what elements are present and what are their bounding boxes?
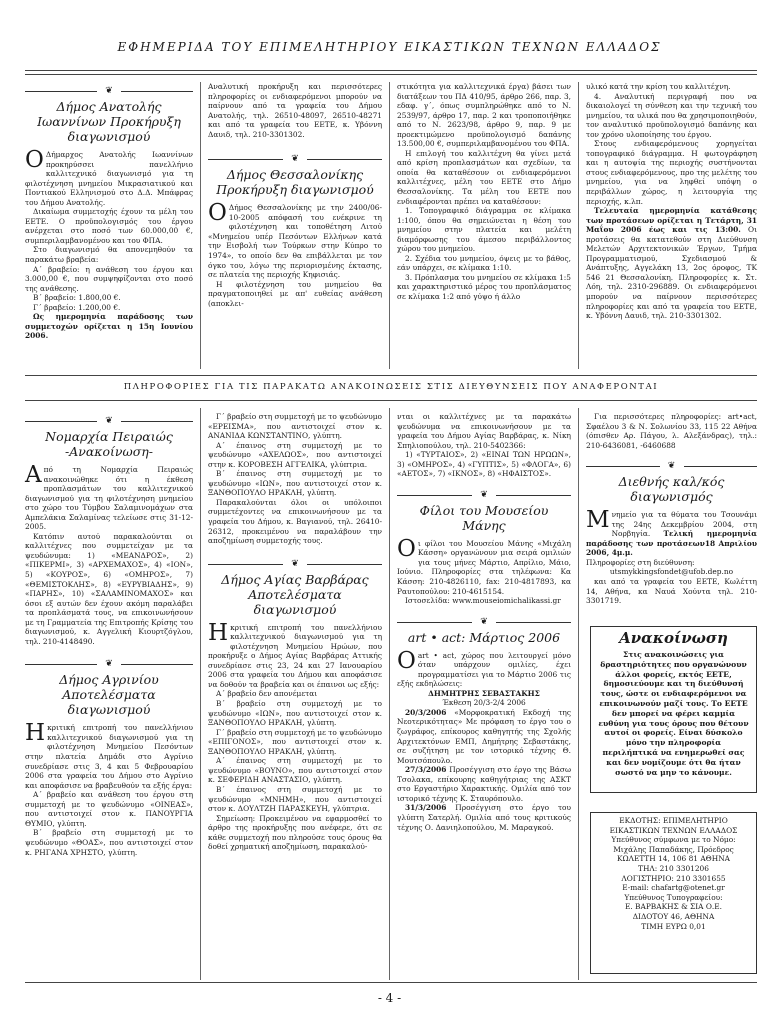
- article-paragraph: Στους ενδιαφερόμενους χορηγείται τοπογραφικό διάγραμμα. Η φωτογράφηση και η αυτοψία της περιοχής συστήνονται στους ενδιαφερόμενους, προ της μελέτης του μνημείου, για να ληφθεί υπόψη ο περιβάλλων χώρος, η λειτουργία της περιοχής, κ.λπ.: [586, 139, 757, 206]
- ornament: [208, 558, 382, 570]
- deadline-text: Τελική ημερομηνία παράδοσης των προτάσεων18 Απριλίου 2006, 4μ.μ.: [586, 529, 757, 558]
- ornament: [586, 460, 757, 472]
- imprint-printer-label: Υπεύθυνος Τυπογραφείου:: [624, 892, 723, 902]
- article-paragraph: Παρακαλούνται όλοι οι υπόλοιποι συμμετέχοντες να επικοινωνήσουν με τα γραφεία του Δήμου, κ. Βαγιανού, τηλ. 26410-26312, προκειμένου να παραλάβουν την αποζημίωση συμμετοχής τους.: [208, 497, 382, 546]
- article-paragraph: και από τα γραφεία του ΕΕΤΕ, Κωλέττη 14, Αθήνα, κα Ναυά Χούντα τηλ. 210-3301719.: [586, 577, 757, 606]
- article-paragraph: Α΄ έπαινος στη συμμετοχή με το ψευδώνυμο «ΑΧΕΛΩΟΣ», που αντιστοιχεί στην κ. ΚΟΡΟΒΕΣΗ ΑΓΓΕΛΙΚΑ, γλύπτρια.: [208, 440, 382, 469]
- article-paragraph: Οι φίλοι του Μουσείου Μάνης «Μιχάλη Κάσση» οργανώνουν μια σειρά ομιλιών για τους μήνες Μάρτιο, Απρίλιο, Μάιο, Ιούνιο. Πληροφορίες στα τηλέφωνα: Κα Κάσση: 210-4826110, fax: 210-4817893, κα Ραυτοπούλου: 210-4615154.: [397, 535, 571, 596]
- top-column-2: [208, 82, 382, 308]
- article-paragraph: 4. Αναλυτική περιγραφή που να δικαιολογεί τη σύνθεση και την τεχνική του μνημείου, τα υλικά που θα χρησιμοποιηθούν, τον αναλυτικό προϋπολογισμό δαπάνης και τον χρόνο υλοποίησης του έργου.: [586, 91, 757, 139]
- article-paragraph: νται οι καλλιτέχνες με τα παρακάτω ψευδώνυμα να επικοινωνήσουν με τα γραφεία του Δήμου Αγίας Βαρβάρας, κ. Νίκη Σπηλιοπούλου, τηλ. 210-5402366:: [397, 412, 571, 450]
- article-title-mani-museum: Φίλοι του Μουσείου Μάνης: [419, 502, 549, 533]
- top-column-1: [25, 82, 193, 341]
- article-paragraph: Ηκριτική επιτροπή του πανελλήνιου καλλιτεχνικού διαγωνισμού για τη φιλοτέχνηση Μνημείου Πεσόντων στην πλατεία Δημάδι στο Αγρίνιο συνεδρίασε στις 3, 4 και 5 Φεβρουαρίου 2006 στα γραφεία του Δήμου στο Αγρίνιο και αποφάσισε να βραβευθούν τα εξής έργα:: [25, 720, 193, 790]
- announcement-box: [590, 626, 757, 793]
- article-paragraph: Α΄ έπαινος στη συμμετοχή με το ψευδώνυμο «ΒΟΥΝΟ», που αντιστοιχεί στον κ. ΣΕΦΕΡΙΔΗ ΑΝΑΣΤΑΣΙΟ, γλύπτη.: [208, 756, 382, 785]
- article-paragraph: Β΄ έπαινος στη συμμετοχή με το ψευδώνυμο «ΙΩΝ», που αντιστοιχεί στον κ. ΞΑΝΘΟΠΟΥΛΟ ΗΡΑΚΛΗ, γλύπτη.: [208, 469, 382, 498]
- event-item: 27/3/2006 Προσέγγιση στο έργο της Βάσω Τσολακα, επίκουρης καθηγήτριας της ΑΣΚΤ στο Εργαστήριο Χαρακτικής. Ομιλία από τον ιστορικό τέχνης Κ. Σταυρόπουλο.: [397, 765, 571, 803]
- article-paragraph: Τελευταία ημερομηνία κατάθεσης των προτάσεων ορίζεται η Τετάρτη, 31 Μαΐου 2006 έως και τις 13:00. Οι προτάσεις θα κατατεθούν στη Διεύθυνση Μελετών Αρχιτεκτονικών Έργων, Τμήμα Προγραμματισμού, Σχεδιασμού & Ανάπτυξης, Αγγελάκη 13, 2ος όροφος, ΤΚ 546 21 Θεσσαλονίκη. Πληροφορίες κ. Στ. Λόη, τηλ. 2310-296889. Οι ενδιαφερόμενοι μπορούν να παίρνουν περισσότερες πληροφορίες και από τα γραφεία του ΕΕΤΕ, κ. Υβόννη Δαυιδ, τηλ. 210-3301302.: [586, 206, 757, 321]
- bottom-column-2: [208, 412, 382, 852]
- column-divider: [578, 408, 579, 980]
- section-banner: ΠΛΗΡΟΦΟΡΙΕΣ ΓΙΑ ΤΙΣ ΠΑΡΑΚΑΤΩ ΑΝΑΚΟΙΝΩΣΕΙΣ ΣΤΙΣ ΔΙΕΥΘΥΝΣΕΙΣ ΠΟΥ ΑΝΑΦΕΡΟΝΤΑΙ: [123, 382, 659, 392]
- bottom-column-1: [25, 412, 193, 857]
- article-paragraph: Γ΄ βραβείο στη συμμετοχή με το ψευδώνυμο «ΕΡΕΙΣΜΑ», που αντιστοιχεί στον κ. ΑΝΑΝΙΔΑ ΚΩΝΣΤΑΝΤΙΝΟ, γλύπτη.: [208, 412, 382, 441]
- banner-rule-bottom: [25, 400, 757, 401]
- imprint-president: Μιχάλης Παπαδάκης, Πρόεδρος: [613, 844, 734, 854]
- artist-name: ΔΗΜΗΤΡΗΣ ΣΕΒΑΣΤΑΚΗΣ: [428, 688, 540, 698]
- article-paragraph: Κατόπιν αυτού παρακαλούνται οι καλλιτέχνες που συμμετείχαν με τα ψευδώνυμα: 1) «ΜΕΑΝΔΡΟΣ», 2) «ΠΙΚΕΡΜΙ», 3) «ΑΡΧΕΜΑΧΟΣ», 4) «ΙΟΝ», 5) «ΚΟΥΡΟΣ», 6) «ΟΜΗΡΟΣ», 7) «ΘΕΜΙΣΤΟΚΛΗΣ», 8) «ΕΥΡΥΒΙΑΔΗΣ», 9) «ΠΑΡΗΣ», 10) «ΣΑΛΑΜΙΝΟΜΑΧΟΣ» και όσοι εξ αυτών δεν έχουν ακόμη παραλάβει τα προπλάσματά τους, να επικοινωνήσουν με τη Γραμματεία της Επιτροπής Κρίσης του διαγωνισμού, κ. Αγγελική Κιουρτζόγλου, τηλ. 210-4148490.: [25, 531, 193, 646]
- column-divider: [389, 408, 390, 980]
- article-paragraph: Α΄ βραβείο δεν απονέμεται: [216, 689, 318, 699]
- top-column-4: [586, 82, 757, 321]
- announcement-title: Ανακοίνωση: [619, 629, 728, 647]
- imprint-price: ΤΙΜΗ ΕΥΡΩ 0,01: [641, 921, 706, 931]
- imprint-address: ΚΩΛΕΤΤΗ 14, 106 81 ΑΘΗΝΑ: [617, 854, 730, 864]
- article-paragraph: 2. Σχέδια του μνημείου, όψεις με το βάθος, εάν υπάρχει, σε κλίμακα 1:10.: [397, 253, 571, 273]
- imprint-responsible-label: Υπεύθυνος σύμφωνα με το Νόμο:: [611, 835, 736, 845]
- column-divider: [578, 82, 579, 369]
- article-paragraph: Α΄ βραβείο και ανάθεση του έργου στη συμμετοχή με το ψευδώνυμο «ΟΙΝΕΑΣ», που αντιστοιχεί στον κ. ΠΑΝΟΥΡΓΙΑ ΘΥΜΙΟ, γλύπτη.: [25, 790, 193, 828]
- article-paragraph: Oart • act, χώρος που λειτουργεί μόνο όταν υπάρχουν ομιλίες, έχει προγραμματίσει για το Μάρτιο 2006 τις εξής εκδηλώσεις:: [397, 647, 571, 689]
- article-title-peiraias: Νομαρχία Πειραιώς -Ανακοίνωση-: [45, 429, 173, 459]
- article-paragraph: 1) «ΤΥΡΤΑΙΟΣ», 2) «ΕΙΝΑΙ ΤΩΝ ΗΡΩΩΝ», 3) «ΟΜΗΡΟΣ», 4) «ΓΥΠΤΙΣ», 5) «ΦΛΟΓΑ», 6) «ΑΕΤΟΣ», 7) «ΙΚΝΟΣ», 8) «ΗΦΑΙΣΤΟΣ».: [397, 450, 571, 479]
- article-paragraph: Γ΄ βραβείο: 1.200,00 €.: [33, 302, 121, 312]
- article-paragraph: Ο Δήμος Θεσσαλονίκης με την 2400/06-10-2005 απόφασή του ενέκρινε τη φιλοτέχνηση και τοποθέτηση Λιτού «Μνημείου υπέρ Πεσόντων Ελλήνων κατά την Εισβολή των Τούρκων στην Κύπρο το 1974», το οποίο δεν θα επιβάλλεται με τον όγκο του, λόγω της περιορισμένης έκτασης, σε πλατεία της περιοχής Κηφισιάς.: [208, 200, 382, 280]
- imprint-printer-address: ΔΙΔΟΤΟΥ 46, ΑΘΗΝΑ: [632, 911, 715, 921]
- footer-rule: [25, 982, 757, 983]
- article-paragraph: Πληροφορίες στη διεύθυνση:: [586, 557, 695, 567]
- article-paragraph: υλικό κατά την κρίση του καλλιτέχνη.: [586, 82, 731, 91]
- article-title-thessaloniki: Δήμος Θεσσαλονίκης Προκήρυξη διαγωνισμού: [216, 167, 374, 198]
- column-divider: [200, 408, 201, 980]
- article-paragraph: Η φιλοτέχνηση του μνημείου θα πραγματοποιηθεί με απ' ευθείας ανάθεση (αποκλει-: [208, 279, 382, 308]
- article-paragraph: Από τη Νομαρχία Πειραιώς ανακοινώθηκε ότι η έκθεση προπλασμάτων του καλλιτεχνικού διαγωνισμού για τη φιλοτέχνηση μνημείου στο χώρο του Τύμβου Σαλαμινομάχων στα Αμπελάκια Σαλαμίνας τελείωσε στις 31-12-2005.: [25, 462, 193, 532]
- ornament: [397, 616, 571, 628]
- article-paragraph: Γ΄ βραβείο στη συμμετοχή με το ψευδώνυμο «ΕΠΙΓΟΝΟΣ», που αντιστοιχεί στον κ. ΞΑΝΘΟΠΟΥΛΟ ΗΡΑΚΛΗ, γλύπτη.: [208, 727, 382, 756]
- article-paragraph: Αναλυτική προκήρυξη και περισσότερες πληροφορίες οι ενδιαφερόμενοι μπορούν να παίρνουν από τα γραφεία του Δήμου Ανατολής, τηλ. 26510-48097, 26510-48271 και από τα γραφεία του ΕΕΤΕ, κ. Υβόννη Δαυιδ, τηλ. 210-3301302.: [208, 82, 382, 139]
- leaf-ornament-icon: ❦: [291, 154, 299, 165]
- ornament: [397, 489, 571, 501]
- leaf-ornament-icon: ❦: [480, 489, 488, 500]
- article-paragraph: στικότητα για καλλιτεχνικά έργα) βάσει των διατάξεων του ΠΔ 410/95, άρθρο 266, παρ. 3, εδαφ. γ΄, όπως συμπληρώθηκε από το Ν. 2539/97, άρθρο 17, παρ. 2 και τροποποιήθηκε από το Ν. 2623/98, άρθρο 9, παρ. 9 με προεκτιμώμενο προϋπολογισμό δαπάνης 13.500,00 €, συμπεριλαμβανομένου του ΦΠΑ.: [397, 82, 571, 149]
- article-paragraph: Για περισσότερες πληροφορίες: art•act, Σφαέλου 3 & Ν. Σολωνίου 33, 115 22 Αθήνα (όπισθεν Αρ. Πάγου, λ. Αλεξάνδρας), τηλ.: 210-6436081, -6460688: [586, 412, 757, 450]
- imprint-accounting: ΛΟΓΙΣΤΗΡΙΟ: 210 3301655: [621, 873, 726, 883]
- deadline-text: Τελευταία ημερομηνία κατάθεσης των προτάσεων ορίζεται η Τετάρτη, 31 Μαΐου 2006 έως και τις 13:00.: [586, 206, 757, 235]
- bottom-column-4: [586, 412, 757, 606]
- column-divider: [200, 82, 201, 369]
- bottom-column-3: [397, 412, 571, 832]
- article-paragraph: Β΄ έπαινος στη συμμετοχή με το ψευδώνυμο «ΜΝΗΜΗ», που αντιστοιχεί στον κ. ΔΟΥΛΤΖΗ ΠΑΡΑΣΚΕΥΗ, γλύπτρια.: [208, 784, 382, 814]
- leaf-ornament-icon: ❦: [667, 461, 676, 472]
- article-title-art-act: art • act: Μάρτιος 2006: [407, 629, 561, 645]
- banner-rule-top: [25, 375, 757, 376]
- imprint-phone: ΤΗΛ: 210 3301206: [638, 863, 709, 873]
- article-paragraph: Σημείωση: Προκειμένου να εφαρμοσθεί το άρθρο της προκήρυξης που ανέφερε, ότι σε κάθε συμμετοχή που πληρούσε τους όρους θα δοθεί χρηματική αποζημίωση, παρακαλού-: [208, 813, 382, 852]
- imprint-email[interactable]: E-mail: chafartg@otenet.gr: [622, 883, 725, 893]
- article-paragraph: Η επιλογή του καλλιτέχνη θα γίνει μετά από κρίση προπλασμάτων και σχεδίων, τα οποία θα καταθέσουν οι ενδιαφερόμενοι καλλιτέχνες, μέλη του ΕΕΤΕ στο Δήμο Θεσσαλονίκης. Τα μέλη του ΕΕΤΕ που ενδιαφέρονται πρέπει να καταθέσουν:: [397, 148, 571, 206]
- article-paragraph: Ηκριτική επιτροπή του πανελλήνιου καλλιτεχνικού διαγωνισμού για τη φιλοτέχνηση Μνημείου Ηρώων, που προκήρυξε ο Δήμος Αγίας Βαρβάρας Αττικής συνεδρίασε στις 23, 24 και 27 Ιανουαρίου 2006 στα γραφεία του Δήμου και αποφάσισε να δοθούν τα βραβεία και οι έπαινοι ως εξής:: [208, 619, 382, 689]
- imprint-publisher: ΕΚΔΟΤΗΣ: ΕΠΙΜΕΛΗΤΗΡΙΟ: [619, 816, 728, 825]
- exhibition-dates: Έκθεση 20/3-2/4 2006: [442, 698, 526, 708]
- article-paragraph: Στο διαγωνισμό θα απονεμηθούν τα παρακάτω βραβεία:: [25, 245, 193, 265]
- leaf-ornament-icon: ❦: [291, 558, 299, 569]
- article-paragraph: 1. Τοπογραφικό διάγραμμα σε κλίμακα 1:100, όπου θα σημειώνεται η θέση του μνημείου στην πλατεία και μελέτη διαμόρφωσης του άμεσου περιβάλλοντος χώρου του μνημείου.: [397, 206, 571, 254]
- masthead-rule: [25, 70, 757, 75]
- ornament: [208, 153, 382, 165]
- article-title-agrinio: Δήμος Αγρινίου Αποτελέσματα διαγωνισμού: [59, 672, 159, 718]
- event-item: 31/3/2006 Προσέγγιση στο έργο του γλύπτη Σατερλή. Ομιλία από τους κριτικούς τέχνης Ο. Δανιηλοπούλου, Μ. Μαραγκού.: [397, 803, 571, 832]
- leaf-ornament-icon: ❦: [105, 86, 113, 96]
- article-paragraph: 3. Πρόπλασμα του μνημείου σε κλίμακα 1:5 και χαρακτηριστικό μέρος του προπλάσματος σε κλίμακα 1:2 από γύψο ή άλλο: [397, 272, 571, 302]
- leaf-ornament-icon: ❦: [480, 616, 488, 627]
- email-link[interactable]: utsmykkingsfondet@ufob.dep.no: [609, 567, 734, 577]
- imprint-box: [590, 812, 757, 974]
- event-item: 20/3/2006 «Μορφοκρατική Εκδοχή της Νεοτερικότητας» Με πρόφαση το έργο του ο ζωγράφος, επίκουρος καθηγητής της Σχολής Αρχιτεκτόνων ΕΜΠ, Δημήτρης Σεβαστάκης, σε συζήτηση με τον ιστορικό τέχνης Θ. Μουτσόπουλο.: [397, 707, 571, 765]
- article-title-agia-varvara: Δήμος Αγίας Βαρβάρας Αποτελέσματα διαγωνισμού: [221, 571, 369, 617]
- article-title-international: Διεθνής καλ/κός διαγωνισμός: [618, 474, 725, 505]
- imprint-publisher-2: ΕΙΚΑΣΤΙΚΩΝ ΤΕΧΝΩΝ ΕΛΛΑΔΟΣ: [609, 825, 738, 835]
- top-column-3: [397, 82, 571, 302]
- deadline-text: Ως ημερομηνία παράδοσης των συμμετοχών ορίζεται η 15η Ιουνίου 2006.: [25, 312, 193, 341]
- imprint-printer: Ε. ΒΑΡΒΑΚΗΣ & ΣΙΑ Ο.Ε.: [624, 902, 723, 912]
- article-paragraph: Β΄ βραβείο στη συμμετοχή με το ψευδώνυμο «ΘΟΑΣ», που αντιστοιχεί στον κ. ΡΗΓΑΝΑ ΧΡΗΣΤΟ, γλύπτη.: [25, 828, 193, 857]
- page-number: - 4 -: [377, 991, 402, 1005]
- ornament: [25, 415, 193, 427]
- article-paragraph: Β΄ βραβείο στη συμμετοχή με το ψευδώνυμο «ΙΩΝ», που αντιστοιχεί στον κ. ΞΑΝΘΟΠΟΥΛΟ ΗΡΑΚΛΗ, γλύπτη.: [208, 699, 382, 728]
- article-title-anatoli: Δήμος Ανατολής Ιωαννίνων Προκήρυξη διαγωνισμού: [37, 99, 181, 144]
- masthead: ΕΦΗΜΕΡΙΔΑ ΤΟΥ ΕΠΙΜΕΛΗΤΗΡΙΟΥ ΕΙΚΑΣΤΙΚΩΝ ΤΕΧΝΩΝ ΕΛΛΑΔΟΣ: [117, 40, 662, 54]
- article-paragraph: Ο Δήμαρχος Ανατολής Ιωαννίνων προκηρύσσει πανελλήνιο καλλιτεχνικό διαγωνισμό για τη φιλοτέχνηση μνημείου Μικρασιατικού και Ποντιακού Ελληνισμού στο Δ.Δ. Μπάφρας του Δήμου Ανατολής.: [25, 147, 193, 207]
- leaf-ornament-icon: ❦: [105, 659, 113, 670]
- announcement-text: Στις ανακοινώσεις για δραστηριότητες που οργανώνουν άλλοι φορείς, εκτός ΕΕΤΕ, δημοσιεύουμε και τη διεύθυνσή τους, ώστε οι ενδιαφερόμενοι να επικοινωνούν μαζί τους. Το ΕΕΤΕ δεν μπορεί να φέρει καμμία ευθύνη για τους όρους που θέτουν αυτοί οι φορείς. Είναι δύσκολο μόνο την πληροφορία περιλήπτικά να ενημερωθεί σας και δεν νομίζουμε ότι θα ήταν σωστό να μην το κάνουμε.: [598, 650, 749, 777]
- ornament: [25, 658, 193, 670]
- article-paragraph: Β΄ βραβείο: 1.800,00 €.: [33, 293, 121, 303]
- article-paragraph: Μνημείο για τα θύματα του Τσουνάμι της 24ης Δεκεμβρίου 2004, στη Νορβηγία. Τελική ημερομηνία παράδοσης των προτάσεων18 Απριλίου 2006, 4μ.μ.: [586, 507, 757, 558]
- column-divider: [389, 82, 390, 369]
- article-paragraph: Δικαίωμα συμμετοχής έχουν τα μέλη του ΕΕΤΕ. Ο προϋπολογισμός του έργου ανέρχεται στο ποσό των 60.000,00 €, συμπεριλαμβανομένου και του ΦΠΑ.: [25, 207, 193, 245]
- website-link[interactable]: Ιστοσελίδα: www.mouseiomichalikassi.gr: [405, 596, 561, 606]
- leaf-ornament-icon: ❦: [105, 416, 113, 426]
- ornament: [25, 85, 193, 97]
- article-paragraph: Α΄ βραβείο: η ανάθεση του έργου και 3.000,00 €, που συμψηφίζονται στο ποσό της ανάθεσης.: [25, 264, 193, 293]
